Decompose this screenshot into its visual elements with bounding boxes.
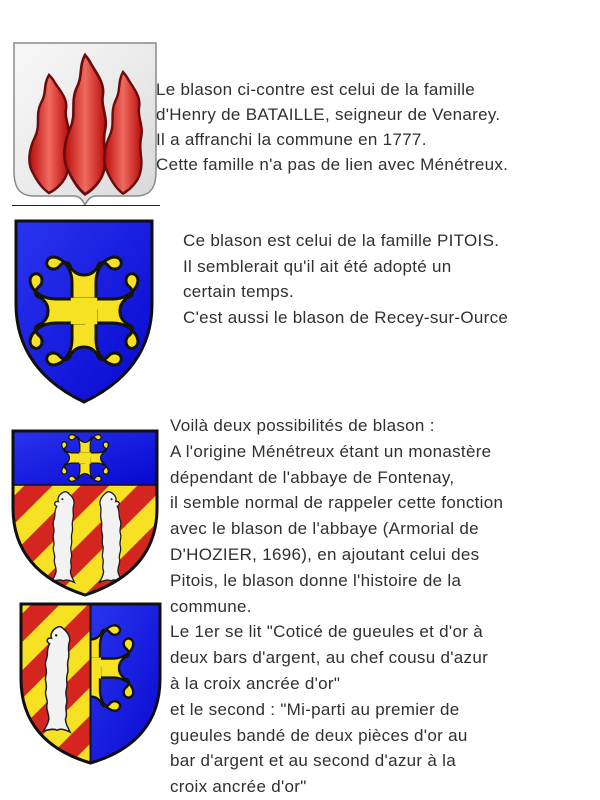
shield-proposal-mi-parti [18,601,163,766]
text-line: certain temps. [183,282,294,301]
shield-proposal-chief-cross-bendy-fish [10,428,160,598]
text-line: Cette famille n'a pas de lien avec Ménétreux. [156,155,509,174]
text-line: Voilà deux possibilités de blason : [170,416,435,435]
shield-pitois-croix-ancree [13,218,155,408]
text-line: bar d'argent et au second d'azur à la [170,751,456,771]
text-line: Pitois, le blason donne l'histoire de la [170,570,462,590]
text-line: il semble normal de rappeler cette fonction [170,493,504,513]
text-line: dépendant de l'abbaye de Fontenay, [170,467,455,487]
text-block-pitois [183,228,508,330]
text-line: deux bars d'argent, au chef cousu d'azur [170,648,489,668]
text-line: Il a affranchi la commune en 1777. [156,130,427,149]
text-line: et le second : "Mi-parti au premier de [170,699,460,719]
text-line: commune. [170,596,252,616]
text-line: Il semblerait qu'il ait été adopté un [183,256,452,276]
separator-line [12,205,160,206]
text-line: Ce blason est celui de la famille PITOIS. [183,231,500,250]
text-line: D'HOZIER, 1696), en ajoutant celui des [170,544,480,564]
half-field-azure [91,601,164,766]
text-line: avec le blason de l'abbaye (Armorial de [170,519,479,539]
text-block-bataille [156,77,508,177]
text-line: Le 1er se lit "Coticé de gueules et d'or à [170,622,483,642]
shield-bataille-three-flames [12,41,158,211]
text-line: C'est aussi le blason de Recey-sur-Ource [183,307,509,327]
text-block-proposals [170,413,503,800]
text-line: à la croix ancrée d'or" [170,673,341,693]
text-line: d'Henry de BATAILLE, seigneur de Venarey. [156,105,501,124]
text-line: croix ancrée d'or" [170,777,307,797]
text-line: gueules bandé de deux pièces d'or au [170,725,468,745]
text-line: Le blason ci-contre est celui de la famille [156,80,476,99]
text-line: A l'origine Ménétreux étant un monastère [170,441,492,461]
